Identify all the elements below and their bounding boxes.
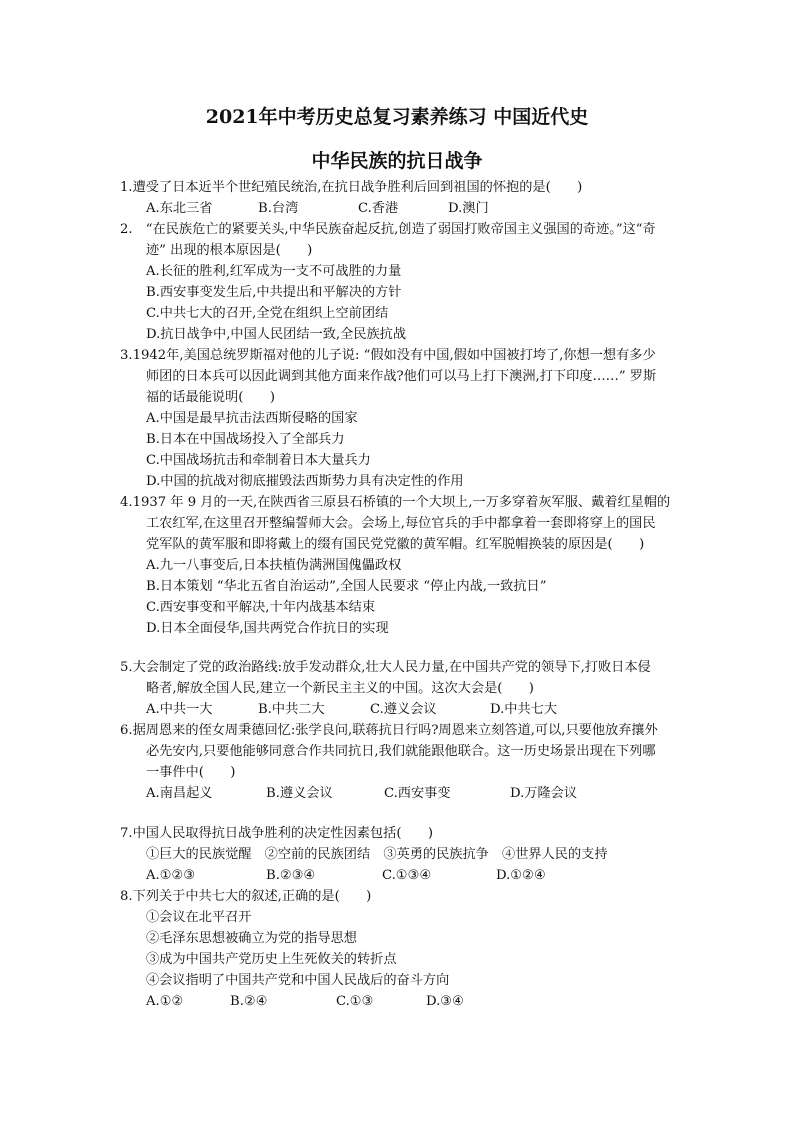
q2-stem-line1: 2. “在民族危亡的紧要关头,中华民族奋起反抗,创造了弱国打败帝国主义强国的奇迹。”这“奇: [120, 222, 656, 237]
q4-option-b: B.日本策划 “华北五省自治运动”,全国人民要求 “停止内战,一致抗日”: [146, 579, 547, 594]
q5-option-d: D.中共七大: [490, 702, 558, 717]
q6-option-a: A.南昌起义: [146, 786, 213, 801]
q4-stem-line1: 4.1937 年 9 月的一天,在陕西省三原县石桥镇的一个大坝上,一万多穿着灰军服、戴着红星帽的: [120, 495, 671, 510]
q6-stem-line3: 一事件中( ): [146, 765, 236, 780]
q7-option-d: D.①②④: [496, 868, 546, 883]
q5-option-a: A.中共一大: [146, 702, 213, 717]
q1-option-d: D.澳门: [448, 201, 489, 216]
q1-option-c: C.香港: [358, 201, 399, 216]
q3-stem-line2: 师团的日本兵可以因此调到其他方面来作战?他们可以马上打下澳洲,打下印度……” 罗斯: [146, 369, 657, 384]
q6-option-c: C.西安事变: [384, 786, 451, 801]
q2-option-d: D.抗日战争中,中国人民团结一致,全民族抗战: [146, 327, 407, 342]
q4-option-d: D.日本全面侵华,国共两党合作抗日的实现: [146, 621, 389, 636]
q3-option-c: C.中国战场抗击和牵制着日本大量兵力: [146, 453, 371, 468]
q8-option-b: B.②④: [230, 994, 268, 1009]
q8-item-2: ②毛泽东思想被确立为党的指导思想: [146, 931, 357, 946]
q7-option-a: A.①②③: [146, 868, 196, 883]
q7-option-c: C.①③④: [382, 868, 432, 883]
q7-option-b: B.②③④: [266, 868, 316, 883]
q5-stem-line2: 略者,解放全国人民,建立一个新民主主义的中国。这次大会是( ): [146, 681, 534, 696]
q4-option-a: A.九一八事变后,日本扶植伪满洲国傀儡政权: [146, 558, 402, 573]
q4-stem-line3: 党军队的黄军服和即将戴上的缀有国民党党徽的黄军帽。红军脱帽换装的原因是( ): [146, 537, 645, 552]
q1-option-a: A.东北三省: [146, 201, 213, 216]
q2-option-a: A.长征的胜利,红军成为一支不可战胜的力量: [146, 264, 402, 279]
q2-option-c: C.中共七大的召开,全党在组织上空前团结: [146, 306, 389, 321]
q8-option-d: D.③④: [426, 994, 464, 1009]
q7-stem: 7.中国人民取得抗日战争胜利的决定性因素包括( ): [120, 826, 433, 841]
q6-stem-line1: 6.据周恩来的侄女周秉德回忆:张学良问,联蒋抗日行吗?周恩来立刻答道,可以,只要他放弃攘外: [120, 723, 658, 738]
q8-option-a: A.①②: [146, 994, 184, 1009]
q8-item-3: ③成为中国共产党历史上生死攸关的转折点: [146, 952, 397, 967]
q1-option-b: B.台湾: [258, 201, 299, 216]
q3-stem-line1: 3.1942年,美国总统罗斯福对他的儿子说: “假如没有中国,假如中国被打垮了,你想一想有多少: [120, 348, 656, 363]
q7-items: ①巨大的民族觉醒 ②空前的民族团结 ③英勇的民族抗争 ④世界人民的支持: [146, 847, 608, 862]
q2-option-b: B.西安事变发生后,中共提出和平解决的方针: [146, 285, 402, 300]
q4-stem-line2: 工农红军,在这里召开整编誓师大会。会场上,每位官兵的手中都拿着一套即将穿上的国民: [146, 516, 656, 531]
q6-stem-line2: 必先安内,只要他能够同意合作共同抗日,我们就能跟他联合。这一历史场景出现在下列哪: [146, 744, 656, 759]
q8-option-c: C.①③: [336, 994, 374, 1009]
q1-stem: 1.遭受了日本近半个世纪殖民统治,在抗日战争胜利后回到祖国的怀抱的是( ): [120, 180, 583, 195]
q4-option-c: C.西安事变和平解决,十年内战基本结束: [146, 600, 376, 615]
page-title: 2021年中考历史总复习素养练习 中国近代史: [205, 106, 589, 128]
q5-option-b: B.中共二大: [258, 702, 325, 717]
q2-stem-line2: 迹” 出现的根本原因是( ): [146, 243, 313, 258]
q3-option-b: B.日本在中国战场投入了全部兵力: [146, 432, 345, 447]
q6-option-b: B.遵义会议: [266, 786, 333, 801]
q8-item-4: ④会议指明了中国共产党和中国人民战后的奋斗方向: [146, 973, 450, 988]
q5-option-c: C.遵义会议: [370, 702, 437, 717]
q8-stem: 8.下列关于中共七大的叙述,正确的是( ): [120, 889, 372, 904]
q3-option-d: D.中国的抗战对彻底摧毁法西斯势力具有决定性的作用: [146, 474, 464, 489]
q3-option-a: A.中国是最早抗击法西斯侵略的国家: [146, 411, 358, 426]
q5-stem-line1: 5.大会制定了党的政治路线:放手发动群众,壮大人民力量,在中国共产党的领导下,打败日本侵: [120, 660, 651, 675]
q3-stem-line3: 福的话最能说明( ): [146, 390, 275, 405]
q6-option-d: D.万隆会议: [510, 786, 578, 801]
q8-item-1: ①会议在北平召开: [146, 910, 252, 925]
page-subtitle: 中华民族的抗日战争: [311, 150, 483, 172]
